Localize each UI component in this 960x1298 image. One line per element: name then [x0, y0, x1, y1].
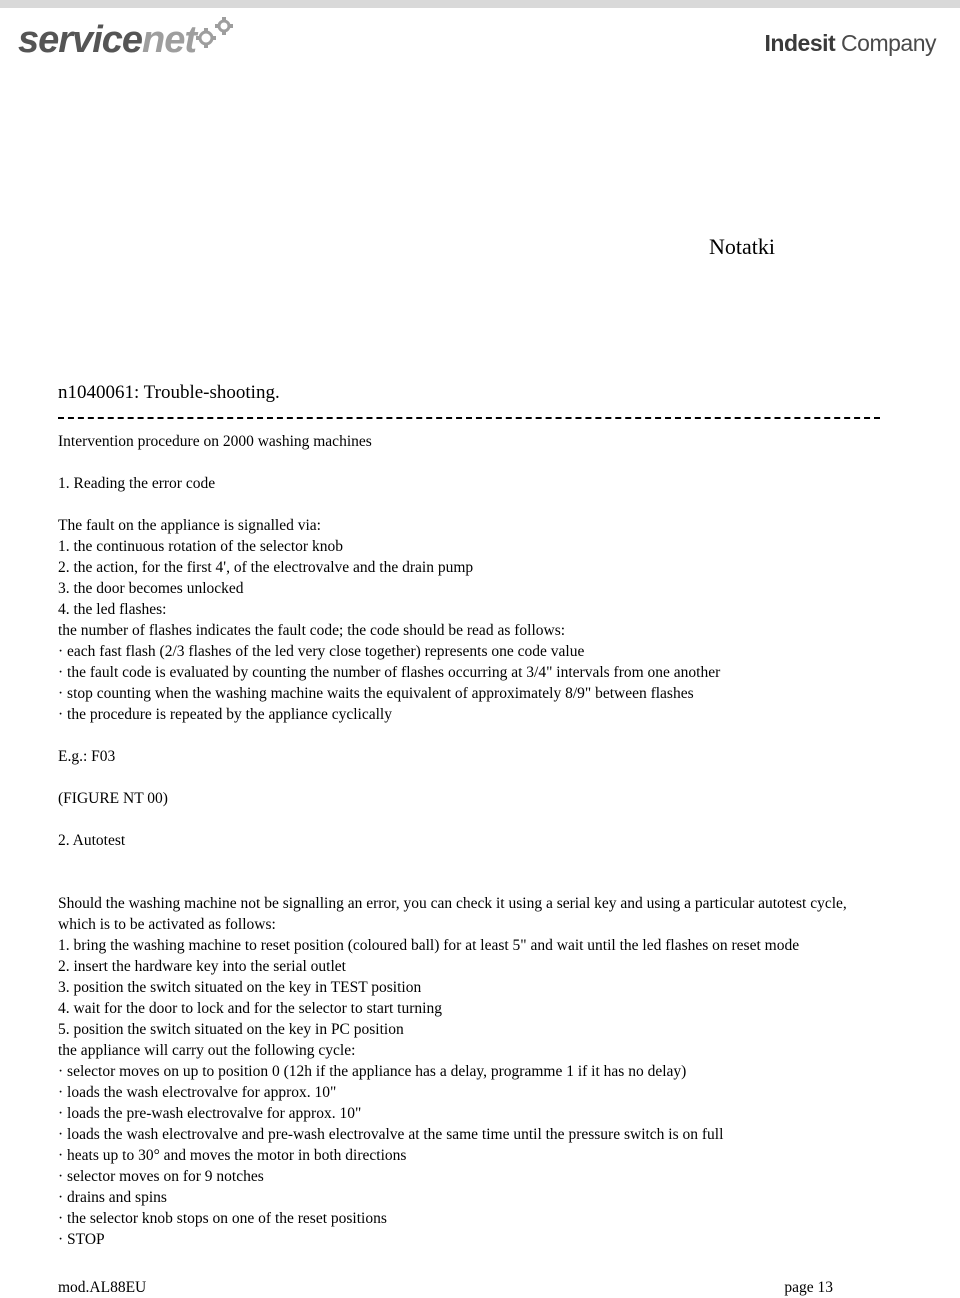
text-line: the appliance will carry out the following cycle:: [58, 1042, 356, 1059]
list-item: 5. position the switch situated on the key in PC position: [58, 1021, 404, 1038]
bullet-item: · heats up to 30° and moves the motor in both directions: [58, 1147, 407, 1164]
bullet-item: · selector moves on for 9 notches: [58, 1168, 264, 1185]
footer-model-code: mod.AL88EU: [58, 1279, 147, 1296]
text-line: which is to be activated as follows:: [58, 916, 276, 933]
bullet-item: · loads the wash electrovalve and pre-wash electrovalve at the same time until the pressure switch is on full: [58, 1126, 724, 1143]
indesit-company-logo: [765, 30, 936, 57]
example-line: E.g.: F03: [58, 748, 116, 765]
text-line: Should the washing machine not be signalling an error, you can check it using a serial key and using a particular autotest cycle,: [58, 895, 847, 912]
section-heading: Intervention procedure on 2000 washing machines: [58, 433, 372, 450]
bullet-item: · the fault code is evaluated by counting the number of flashes occurring at 3/4" intervals from one another: [58, 664, 721, 681]
footer-page-number: page 13: [784, 1279, 833, 1296]
logo-text-accent: net: [142, 19, 197, 61]
logo-indesit: Indesit: [764, 30, 836, 56]
bullet-item: · loads the pre-wash electrovalve for approx. 10": [58, 1105, 362, 1122]
list-item: 2. the action, for the first 4', of the electrovalve and the drain pump: [58, 559, 474, 576]
notes-heading: Notatki: [709, 234, 775, 259]
bullet-item: · each fast flash (2/3 flashes of the led very close together) represents one code value: [58, 643, 585, 660]
subsection-heading: 2. Autotest: [58, 832, 126, 849]
list-item: 1. bring the washing machine to reset position (coloured ball) for at least 5" and wait until the led flashes on reset mode: [58, 937, 800, 954]
text-line: the number of flashes indicates the fault code; the code should be read as follows:: [58, 622, 566, 639]
bullet-item: · drains and spins: [58, 1189, 167, 1206]
text-line: The fault on the appliance is signalled via:: [58, 517, 321, 534]
list-item: 4. wait for the door to lock and for the selector to start turning: [58, 1000, 442, 1017]
dashed-divider: [58, 417, 880, 419]
document-title: n1040061: Trouble-shooting.: [58, 382, 280, 403]
list-item: 3. the door becomes unlocked: [58, 580, 244, 597]
bullet-item: · selector moves on up to position 0 (12h if the appliance has a delay, programme 1 if it has no delay): [58, 1063, 687, 1080]
bullet-item: · the procedure is repeated by the appliance cyclically: [58, 706, 392, 723]
list-item: 4. the led flashes:: [58, 601, 167, 618]
bullet-item: · the selector knob stops on one of the reset positions: [58, 1210, 387, 1227]
bullet-item: · loads the wash electrovalve for approx. 10": [58, 1084, 337, 1101]
top-bar: [0, 0, 960, 8]
bullet-item: · stop counting when the washing machine waits the equivalent of approximately 8/9" between flashes: [58, 685, 694, 702]
logo-company: Company: [835, 30, 936, 56]
logo-text-main: service: [18, 19, 143, 61]
list-item: 2. insert the hardware key into the serial outlet: [58, 958, 346, 975]
bullet-item: · STOP: [58, 1231, 105, 1248]
figure-reference: (FIGURE NT 00): [58, 790, 168, 807]
servicenet-logo: [18, 14, 238, 66]
subsection-heading: 1. Reading the error code: [58, 475, 216, 492]
gears-icon: [194, 14, 238, 54]
list-item: 3. position the switch situated on the key in TEST position: [58, 979, 422, 996]
list-item: 1. the continuous rotation of the selector knob: [58, 538, 343, 555]
